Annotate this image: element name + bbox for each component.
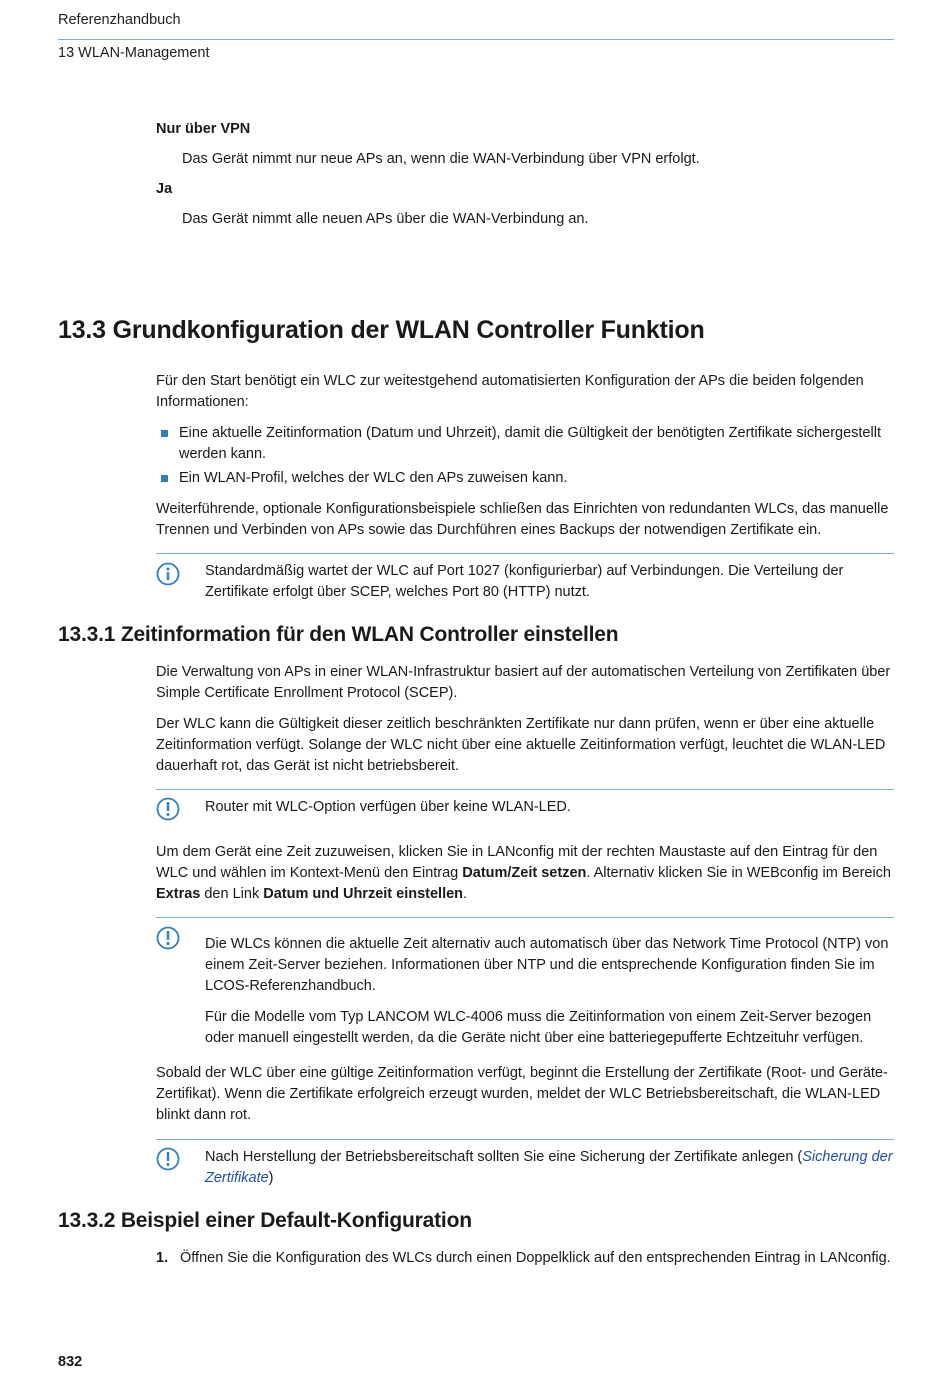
list-item [156,1248,896,1269]
text-span: . [463,886,468,902]
steps-list [156,1248,896,1269]
list-item [156,423,896,465]
text-span: Nach Herstellung der Betriebsbereitschaft sollten Sie eine Sicherung der Zertifikate anlegen ( [205,1149,803,1165]
definition-term-vpn: Nur über VPN [156,121,251,137]
section-13-3-1-para3 [156,842,896,905]
definition-term-ja: Ja [156,181,173,197]
running-header-chapter: 13 WLAN-Management [58,45,210,61]
text-span: ) [268,1170,274,1186]
step-number: 1. [156,1250,169,1266]
requirements-list [156,423,896,492]
list-item-text: Ein WLAN-Profil, welches der WLC den APs zuweisen kann. [179,470,568,486]
section-13-3-further: Weiterführende, optionale Konfigurationsbeispiele schließen das Einrichten von redundanten WLCs, das manuelle Trennen und Verbinden von APs sowie das Durchführen eines Backups der notwendigen Zertifikate ein. [156,501,889,538]
bullet-marker [161,430,168,437]
backup-note-text [205,1147,895,1189]
ntp-note-paragraph: Die WLCs können die aktuelle Zeit alternativ auch automatisch über das Network Time Protocol (NTP) von einem Zeit-Server beziehen. Informationen über NTP und die entsprechende Konfiguration finden Sie im LCOS-Referenzhandbuch. [205,936,889,994]
bullet-marker [161,475,168,482]
ntp-note-paragraph: Für die Modelle vom Typ LANCOM WLC-4006 muss die Zeitinformation von einem Zeit-Server bezogen oder manuell eingestellt werden, da die Geräte nicht über eine batteriegepufferte Echtzeituhr verfügen. [205,1009,872,1046]
warning-note-text: Router mit WLC-Option verfügen über keine WLAN-LED. [205,799,571,815]
list-item [156,468,896,489]
exclamation-icon [156,1147,180,1171]
note-divider [156,1139,894,1140]
header-divider [58,39,894,40]
definition-description-ja: Das Gerät nimmt alle neuen APs über die WAN-Verbindung an. [182,211,589,227]
running-header-title: Referenzhandbuch [58,12,181,28]
menu-entry-date-time: Datum/Zeit setzen [462,865,587,881]
section-13-3-intro: Für den Start benötigt ein WLC zur weitestgehend automatisierten Konfiguration der APs die beiden folgenden Informationen: [156,373,864,410]
menu-area-extras: Extras [156,886,201,902]
step-text: Öffnen Sie die Konfiguration des WLCs durch einen Doppelklick auf den entsprechenden Eintrag in LANconfig. [180,1250,891,1266]
section-heading-13-3-1: 13.3.1 Zeitinformation für den WLAN Controller einstellen [58,623,619,646]
section-13-3-1-para1: Die Verwaltung von APs in einer WLAN-Infrastruktur basiert auf der automatischen Verteilung von Zertifikaten über Simple Certificate Enrollment Protocol (SCEP). [156,664,891,701]
note-divider [156,553,894,554]
section-heading-13-3-2: 13.3.2 Beispiel einer Default-Konfiguration [58,1209,472,1232]
section-heading-13-3: 13.3 Grundkonfiguration der WLAN Controller Funktion [58,316,705,344]
ntp-note [205,934,895,1059]
link-name-date-time: Datum und Uhrzeit einstellen [263,886,464,902]
certificate-backup-link[interactable]: Sicherung der Zertifikate [205,1149,893,1186]
note-divider [156,917,894,918]
info-note-text: Standardmäßig wartet der WLC auf Port 1027 (konfigurierbar) auf Verbindungen. Die Verteilung der Zertifikate erfolgt über SCEP, welches Port 80 (HTTP) nutzt. [205,563,844,600]
text-span: den Link [200,886,264,902]
definition-description-vpn: Das Gerät nimmt nur neue APs an, wenn die WAN-Verbindung über VPN erfolgt. [182,151,700,167]
exclamation-icon [156,926,180,950]
note-divider [156,789,894,790]
text-span: . Alternativ klicken Sie in WEBconfig im Bereich [586,865,891,881]
list-item-text: Eine aktuelle Zeitinformation (Datum und Uhrzeit), damit die Gültigkeit der benötigten Zertifikate sichergestellt werden kann. [179,425,881,462]
section-13-3-1-para4: Sobald der WLC über eine gültige Zeitinformation verfügt, beginnt die Erstellung der Zertifikate (Root- und Geräte-Zertifikat). Wenn die Zertifikate erfolgreich erzeugt wurden, meldet der WLC Betriebsbereitschaft, die WLAN-LED blinkt dann rot. [156,1065,888,1123]
info-icon [156,562,180,586]
section-13-3-1-para2: Der WLC kann die Gültigkeit dieser zeitlich beschränkten Zertifikate nur dann prüfen, wenn er über eine aktuelle Zeitinformation verfügt. Solange der WLC nicht über eine aktuelle Zeitinformation verfügt, leuchtet die WLAN-LED dauerhaft rot, das Gerät ist nicht betriebsbereit. [156,716,886,774]
page-number: 832 [58,1354,83,1370]
text-span: Um dem Gerät eine Zeit zuzuweisen, klicken Sie in LANconfig mit der rechten Maustaste auf den Eintrag für den WLC und wählen im Kontext-Menü den Eintrag [156,844,878,881]
exclamation-icon [156,797,180,821]
